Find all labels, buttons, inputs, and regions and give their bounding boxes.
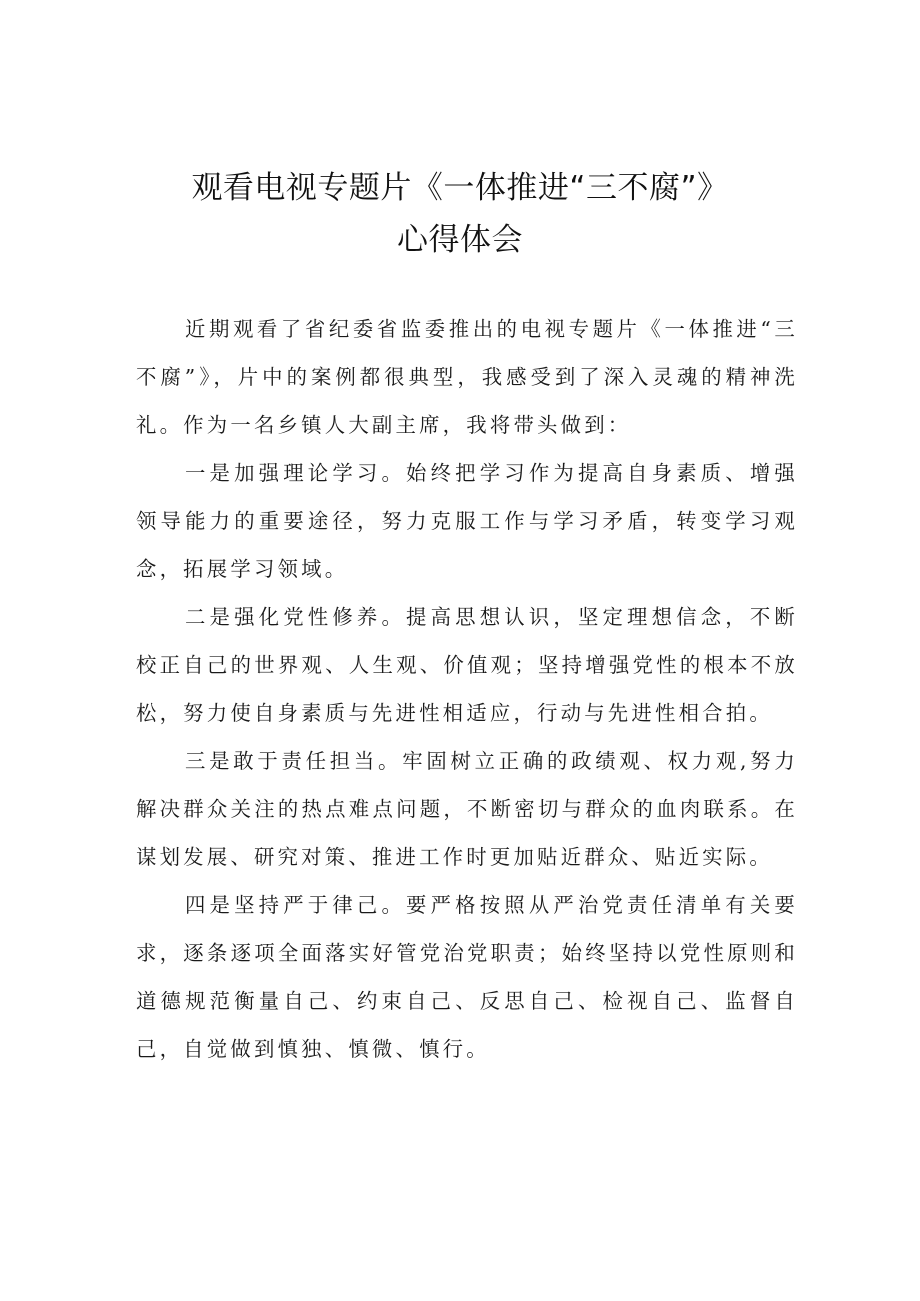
title-line-2: 心得体会 — [397, 222, 523, 258]
document-body — [136, 305, 798, 1073]
paragraph-point-2: 二是强化党性修养。提高思想认识，坚定理想信念，不断校正自己的世界观、人生观、价值观；坚持增强党性的根本不放松，努力使自身素质与先进性相适应，行动与先进性相合拍。 — [136, 605, 798, 725]
paragraph-intro: 近期观看了省纪委省监委推出的电视专题片《一体推进“三不腐”》，片中的案例都很典型，我感受到了深入灵魂的精神洗礼。作为一名乡镇人大副主席，我将带头做到： — [136, 317, 798, 437]
paragraph-point-1: 一是加强理论学习。始终把学习作为提高自身素质、增强领导能力的重要途径，努力克服工作与学习矛盾，转变学习观念，拓展学习领域。 — [136, 461, 798, 581]
document-title — [0, 162, 920, 266]
paragraph-point-3: 三是敢于责任担当。牢固树立正确的政绩观、权力观,努力解决群众关注的热点难点问题，不断密切与群众的血肉联系。在谋划发展、研究对策、推进工作时更加贴近群众、贴近实际。 — [136, 749, 798, 869]
paragraph-point-4: 四是坚持严于律己。要严格按照从严治党责任清单有关要求，逐条逐项全面落实好管党治党职责；始终坚持以党性原则和道德规范衡量自己、约束自己、反思自己、检视自己、监督自己，自觉做到慎独、慎微、慎行。 — [136, 893, 798, 1061]
title-line-1: 观看电视专题片《一体推进“三不腐”》 — [191, 170, 729, 206]
